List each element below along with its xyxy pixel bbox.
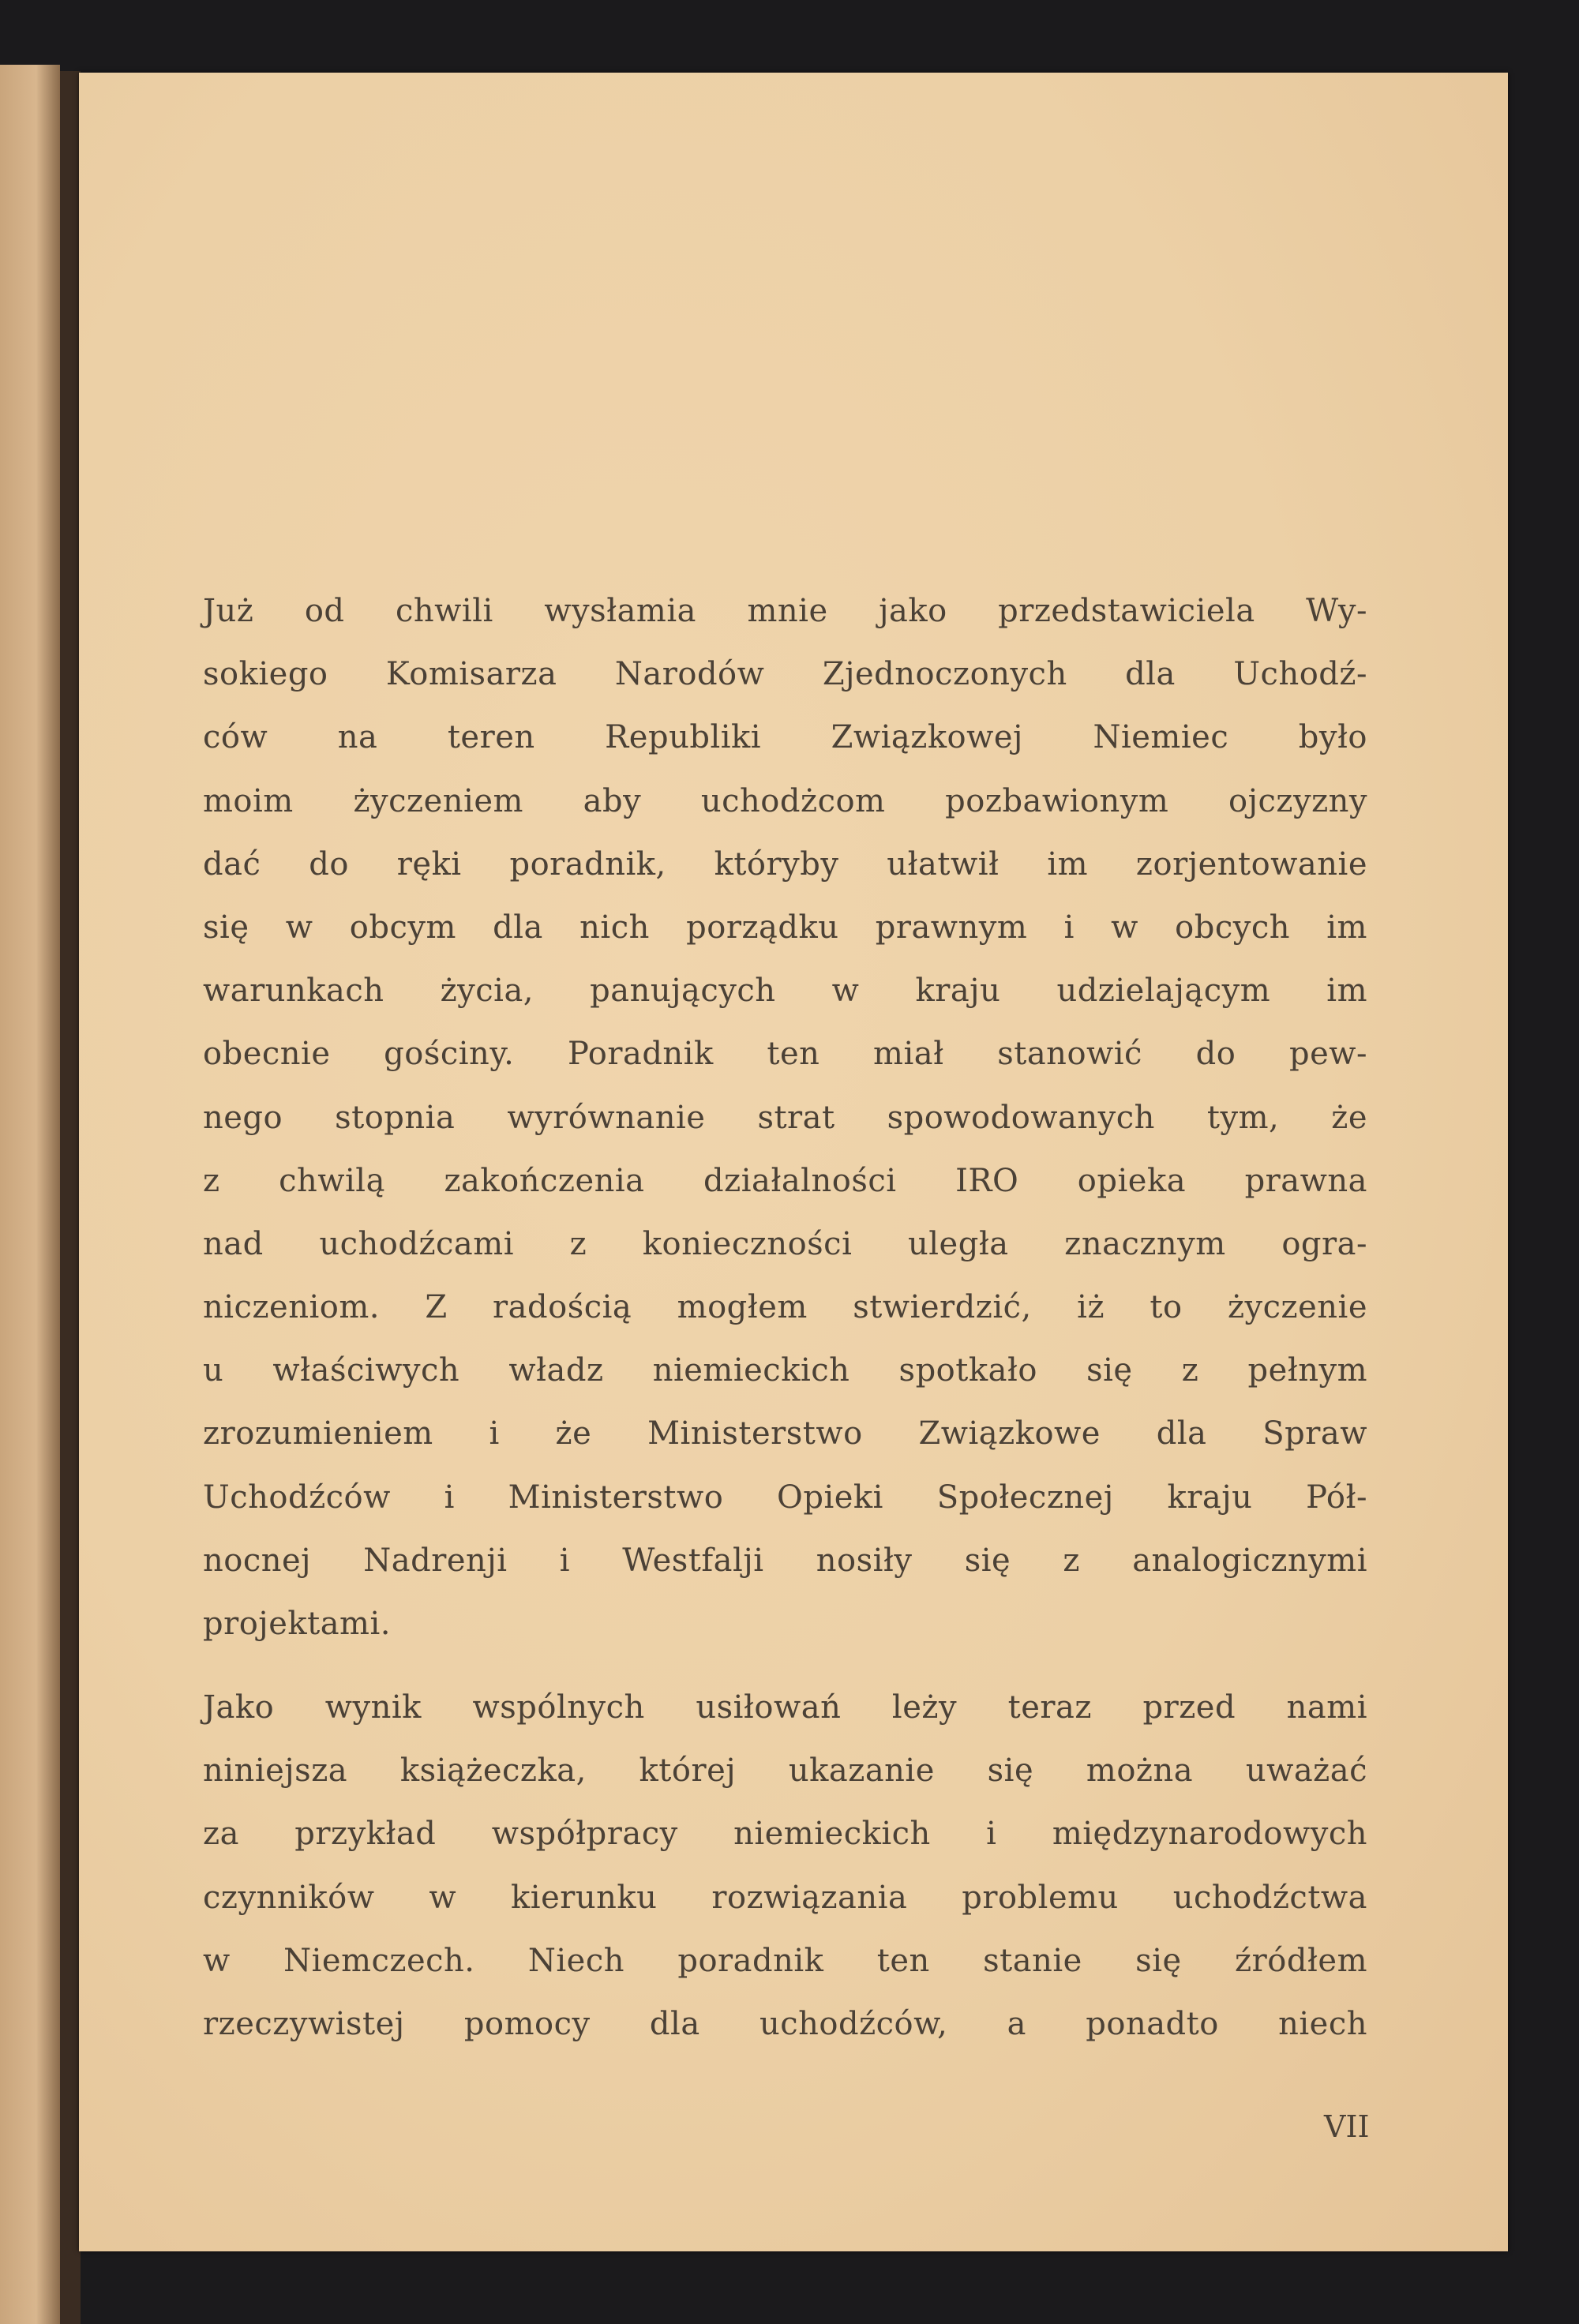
paragraph-1 bbox=[203, 579, 1367, 1655]
text-line: u właściwych władz niemieckich spotkało się z pełnym bbox=[203, 1352, 1367, 1389]
paragraph-2 bbox=[203, 1676, 1367, 2056]
text-line: dać do ręki poradnik, któryby ułatwił im zorjentowanie bbox=[203, 845, 1367, 883]
text-line: niniejsza książeczka, której ukazanie się można uważać bbox=[203, 1752, 1367, 1790]
text-line: ców na teren Republiki Związkowej Niemiec było bbox=[203, 719, 1367, 756]
previous-page-edge bbox=[0, 65, 60, 2324]
text-line: z chwilą zakończenia działalności IRO opieka prawna bbox=[203, 1162, 1367, 1199]
text-line: w Niemczech. Niech poradnik ten stanie się źródłem bbox=[203, 1942, 1367, 1979]
page-number: VII bbox=[1324, 2109, 1370, 2144]
text-line: niczeniom. Z radością mogłem stwierdzić, iż to życzenie bbox=[203, 1289, 1367, 1326]
text-line: projektami. bbox=[203, 1606, 391, 1642]
text-line: czynników w kierunku rozwiązania problemu uchodźctwa bbox=[203, 1879, 1367, 1916]
text-line: Jako wynik wspólnych usiłowań leży teraz przed nami bbox=[203, 1689, 1367, 1726]
book-page bbox=[79, 73, 1508, 2251]
text-line: zrozumieniem i że Ministerstwo Związkowe dla Spraw bbox=[203, 1415, 1367, 1452]
text-line: Już od chwili wysłamia mnie jako przedstawiciela Wy- bbox=[203, 593, 1367, 629]
text-line: sokiego Komisarza Narodów Zjednoczonych dla Uchodź- bbox=[203, 656, 1367, 693]
text-line: się w obcym dla nich porządku prawnym i w obcych im bbox=[203, 909, 1367, 946]
text-line: Uchodźców i Ministerstwo Opieki Społecznej kraju Pół- bbox=[203, 1479, 1367, 1516]
book-gutter bbox=[60, 71, 81, 2324]
text-line: obecnie gościny. Poradnik ten miał stanowić do pew- bbox=[203, 1036, 1367, 1073]
text-line: nocnej Nadrenji i Westfalji nosiły się z analogicznymi bbox=[203, 1542, 1367, 1579]
text-line: moim życzeniem aby uchodżcom pozbawionym ojczyzny bbox=[203, 782, 1367, 819]
text-line: nego stopnia wyrównanie strat spowodowanych tym, że bbox=[203, 1099, 1367, 1136]
text-line: nad uchodźcami z konieczności uległa znacznym ogra- bbox=[203, 1225, 1367, 1262]
text-line: warunkach życia, panujących w kraju udzielającym im bbox=[203, 973, 1367, 1010]
text-line: za przykład współpracy niemieckich i międzynarodowych bbox=[203, 1816, 1367, 1853]
text-line: rzeczywistej pomocy dla uchodźców, a ponadto niech bbox=[203, 2005, 1367, 2042]
